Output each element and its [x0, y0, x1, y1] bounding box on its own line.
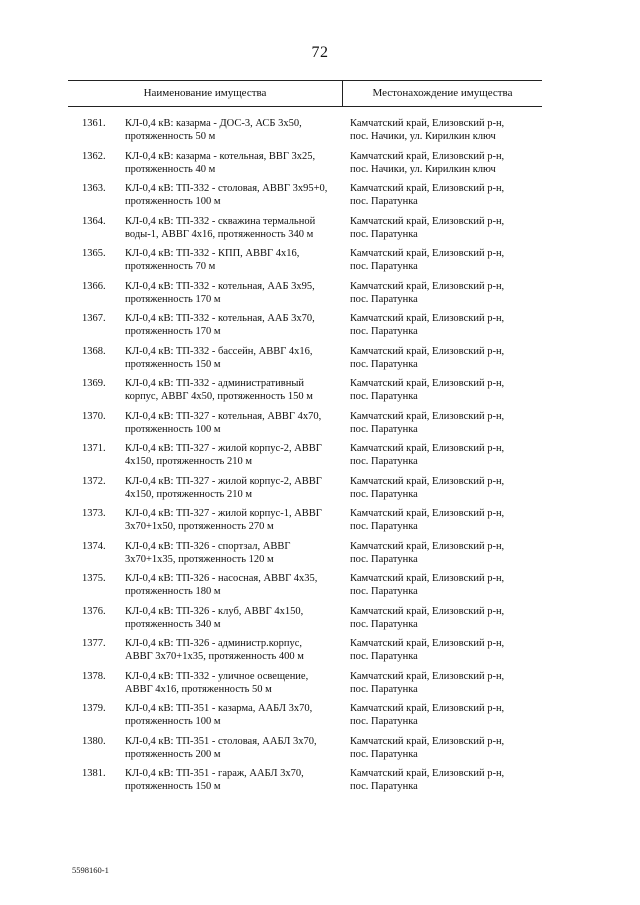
property-name-line: 3х70+1х35, протяженность 120 м: [125, 553, 274, 565]
table-row: [0, 767, 640, 800]
property-name-line: воды-1, АВВГ 4х16, протяженность 340 м: [125, 228, 314, 240]
property-name-line: КЛ-0,4 кВ: ТП-326 - клуб, АВВГ 4х150,: [125, 605, 304, 617]
row-number: 1365.: [82, 248, 106, 259]
property-location-line: пос. Паратунка: [350, 488, 418, 500]
property-location-line: пос. Паратунка: [350, 423, 418, 435]
row-number: 1374.: [82, 540, 106, 552]
property-name: [125, 507, 340, 533]
table-row: [0, 117, 640, 150]
row-number: 1377.: [82, 638, 106, 649]
property-location: [350, 150, 550, 176]
property-name-line: КЛ-0,4 кВ: ТП-332 - административный: [125, 378, 304, 389]
property-name: [125, 702, 340, 728]
property-location-line: пос. Паратунка: [350, 228, 418, 240]
table-row: [0, 475, 640, 508]
property-name-line: КЛ-0,4 кВ: ТП-327 - жилой корпус-2, АВВГ: [125, 475, 322, 487]
property-location-line: Камчатский край, Елизовский р-н,: [350, 638, 505, 649]
row-number: 1363.: [82, 183, 106, 194]
property-name-line: протяженность 170 м: [125, 326, 221, 337]
table-row: [0, 312, 640, 345]
property-location-line: Камчатский край, Елизовский р-н,: [350, 215, 505, 227]
table-row: [0, 605, 640, 638]
property-location-line: Камчатский край, Елизовский р-н,: [350, 248, 505, 259]
property-name-line: протяженность 70 м: [125, 261, 216, 272]
row-number: 1381.: [82, 768, 106, 779]
property-location-line: пос. Паратунка: [350, 261, 418, 272]
table-row: [0, 182, 640, 215]
property-location: [350, 377, 550, 403]
property-location-line: Камчатский край, Елизовский р-н,: [350, 280, 505, 292]
property-location-line: пос. Начики, ул. Кирилкин ключ: [350, 163, 496, 175]
table-row: [0, 345, 640, 378]
property-name: [125, 215, 340, 241]
row-number: 1367.: [82, 313, 106, 324]
property-name-line: протяженность 100 м: [125, 423, 221, 435]
property-location-line: Камчатский край, Елизовский р-н,: [350, 183, 505, 194]
property-location: [350, 280, 550, 306]
property-location: [350, 410, 550, 436]
table-row: [0, 377, 640, 410]
property-name-line: КЛ-0,4 кВ: ТП-332 - бассейн, АВВГ 4х16,: [125, 345, 313, 357]
property-name: [125, 377, 340, 403]
property-location: [350, 540, 550, 566]
property-location-line: пос. Паратунка: [350, 196, 418, 207]
property-name-line: КЛ-0,4 кВ: ТП-326 - спортзал, АВВГ: [125, 540, 291, 552]
table-row: [0, 702, 640, 735]
property-location-line: пос. Паратунка: [350, 326, 418, 337]
property-name-line: протяженность 100 м: [125, 196, 221, 207]
table-row: [0, 280, 640, 313]
property-name-line: КЛ-0,4 кВ: ТП-332 - столовая, АВВГ 3х95+0,: [125, 183, 328, 194]
row-number: 1364.: [82, 215, 106, 227]
row-number: 1369.: [82, 378, 106, 389]
property-name-line: КЛ-0,4 кВ: ТП-332 - скважина термальной: [125, 215, 316, 227]
property-location-line: пос. Паратунка: [350, 651, 418, 662]
property-name-line: АВВГ 3х70+1х35, протяженность 400 м: [125, 651, 304, 662]
property-name-line: протяженность 100 м: [125, 716, 221, 727]
property-name: [125, 637, 340, 663]
table-row: [0, 637, 640, 670]
table-row: [0, 670, 640, 703]
property-location-line: Камчатский край, Елизовский р-н,: [350, 378, 505, 389]
property-name-line: АВВГ 4х16, протяженность 50 м: [125, 683, 272, 695]
property-name-line: 3х70+1х50, протяженность 270 м: [125, 521, 274, 532]
property-name-line: КЛ-0,4 кВ: ТП-351 - казарма, ААБЛ 3х70,: [125, 703, 313, 714]
property-name: [125, 312, 340, 338]
property-location-line: Камчатский край, Елизовский р-н,: [350, 768, 505, 779]
row-number: 1370.: [82, 410, 106, 422]
row-number: 1368.: [82, 345, 106, 357]
property-name-line: КЛ-0,4 кВ: ТП-327 - жилой корпус-2, АВВГ: [125, 443, 322, 454]
property-name: [125, 280, 340, 306]
property-name: [125, 767, 340, 793]
property-location-line: пос. Паратунка: [350, 586, 418, 597]
property-name-line: протяженность 180 м: [125, 586, 221, 597]
property-name-line: 4х150, протяженность 210 м: [125, 488, 252, 500]
property-location-line: пос. Паратунка: [350, 716, 418, 727]
property-location: [350, 572, 550, 598]
row-number: 1375.: [82, 573, 106, 584]
property-location: [350, 475, 550, 501]
property-location-line: Камчатский край, Елизовский р-н,: [350, 670, 505, 682]
property-location-line: пос. Начики, ул. Кирилкин ключ: [350, 131, 496, 142]
table-header: [68, 80, 542, 107]
row-number: 1378.: [82, 670, 106, 682]
property-location-line: пос. Паратунка: [350, 748, 418, 760]
property-name-line: протяженность 200 м: [125, 748, 221, 760]
table-row: [0, 572, 640, 605]
property-location-line: Камчатский край, Елизовский р-н,: [350, 150, 505, 162]
table-row: [0, 735, 640, 768]
property-name: [125, 442, 340, 468]
property-name-line: протяженность 150 м: [125, 781, 221, 792]
property-name: [125, 540, 340, 566]
row-number: 1376.: [82, 605, 106, 617]
property-name-line: протяженность 340 м: [125, 618, 221, 630]
table-row: [0, 247, 640, 280]
row-number: 1366.: [82, 280, 106, 292]
property-location-line: Камчатский край, Елизовский р-н,: [350, 703, 505, 714]
property-name-line: КЛ-0,4 кВ: ТП-332 - котельная, ААБ 3х95,: [125, 280, 315, 292]
property-name-line: протяженность 50 м: [125, 131, 216, 142]
property-location: [350, 767, 550, 793]
property-name-line: КЛ-0,4 кВ: ТП-351 - гараж, ААБЛ 3х70,: [125, 768, 304, 779]
table-row: [0, 410, 640, 443]
property-name-line: КЛ-0,4 кВ: ТП-327 - котельная, АВВГ 4х70,: [125, 410, 322, 422]
property-name: [125, 345, 340, 371]
row-number: 1371.: [82, 443, 106, 454]
property-location-line: пос. Паратунка: [350, 553, 418, 565]
property-location: [350, 702, 550, 728]
document-code: 5598160-1: [72, 865, 109, 875]
table-row: [0, 507, 640, 540]
page-number: 72: [311, 44, 329, 61]
property-location-line: Камчатский край, Елизовский р-н,: [350, 605, 505, 617]
property-location: [350, 247, 550, 273]
property-name-line: КЛ-0,4 кВ: казарма - котельная, ВВГ 3х25,: [125, 150, 316, 162]
property-list: [0, 117, 640, 800]
table-row: [0, 150, 640, 183]
property-name-line: КЛ-0,4 кВ: ТП-332 - уличное освещение,: [125, 670, 309, 682]
property-name-line: корпус, АВВГ 4х50, протяженность 150 м: [125, 391, 313, 402]
table-row: [0, 540, 640, 573]
property-location-line: пос. Паратунка: [350, 521, 418, 532]
property-location-line: Камчатский край, Елизовский р-н,: [350, 475, 505, 487]
property-name: [125, 605, 340, 631]
property-name-line: КЛ-0,4 кВ: ТП-332 - КПП, АВВГ 4х16,: [125, 248, 300, 259]
property-location-line: Камчатский край, Елизовский р-н,: [350, 573, 505, 584]
property-location: [350, 442, 550, 468]
property-location-line: Камчатский край, Елизовский р-н,: [350, 540, 505, 552]
property-location-line: Камчатский край, Елизовский р-н,: [350, 410, 505, 422]
property-location-line: Камчатский край, Елизовский р-н,: [350, 345, 505, 357]
property-location-line: пос. Паратунка: [350, 456, 418, 467]
property-name: [125, 735, 340, 761]
property-location-line: пос. Паратунка: [350, 618, 418, 630]
column-header-location: Местонахождение имущества: [372, 87, 513, 99]
property-location: [350, 605, 550, 631]
property-name-line: протяженность 40 м: [125, 163, 216, 175]
property-location-line: пос. Паратунка: [350, 358, 418, 370]
column-header-name: Наименование имущества: [143, 87, 267, 99]
property-location-line: Камчатский край, Елизовский р-н,: [350, 443, 505, 454]
property-location: [350, 312, 550, 338]
property-name-line: протяженность 150 м: [125, 358, 221, 370]
property-name-line: КЛ-0,4 кВ: ТП-326 - администр.корпус,: [125, 638, 302, 649]
property-location-line: Камчатский край, Елизовский р-н,: [350, 313, 505, 324]
row-number: 1379.: [82, 703, 106, 714]
property-name-line: КЛ-0,4 кВ: ТП-351 - столовая, ААБЛ 3х70,: [125, 735, 317, 747]
property-name-line: КЛ-0,4 кВ: ТП-326 - насосная, АВВГ 4х35,: [125, 573, 318, 584]
property-name-line: КЛ-0,4 кВ: ТП-332 - котельная, ААБ 3х70,: [125, 313, 315, 324]
property-location-line: Камчатский край, Елизовский р-н,: [350, 118, 505, 129]
property-location: [350, 735, 550, 761]
row-number: 1373.: [82, 508, 106, 519]
table-row: [0, 442, 640, 475]
property-location-line: пос. Паратунка: [350, 683, 418, 695]
row-number: 1380.: [82, 735, 106, 747]
row-number: 1361.: [82, 118, 106, 129]
row-number: 1372.: [82, 475, 106, 487]
property-name-line: протяженность 170 м: [125, 293, 221, 305]
property-location-line: Камчатский край, Елизовский р-н,: [350, 735, 505, 747]
property-name: [125, 182, 340, 208]
property-name: [125, 475, 340, 501]
property-location: [350, 215, 550, 241]
property-name-line: 4х150, протяженность 210 м: [125, 456, 252, 467]
property-location: [350, 345, 550, 371]
property-location: [350, 670, 550, 696]
property-name: [125, 150, 340, 176]
property-name: [125, 247, 340, 273]
table-row: [0, 215, 640, 248]
property-name: [125, 117, 340, 143]
property-name: [125, 410, 340, 436]
property-location: [350, 507, 550, 533]
property-location-line: пос. Паратунка: [350, 391, 418, 402]
property-location: [350, 117, 550, 143]
property-name: [125, 670, 340, 696]
property-location: [350, 637, 550, 663]
property-location: [350, 182, 550, 208]
property-name-line: КЛ-0,4 кВ: ТП-327 - жилой корпус-1, АВВГ: [125, 508, 322, 519]
property-location-line: пос. Паратунка: [350, 781, 418, 792]
property-name-line: КЛ-0,4 кВ: казарма - ДОС-3, АСБ 3х50,: [125, 118, 302, 129]
row-number: 1362.: [82, 150, 106, 162]
property-location-line: Камчатский край, Елизовский р-н,: [350, 508, 505, 519]
property-location-line: пос. Паратунка: [350, 293, 418, 305]
property-name: [125, 572, 340, 598]
